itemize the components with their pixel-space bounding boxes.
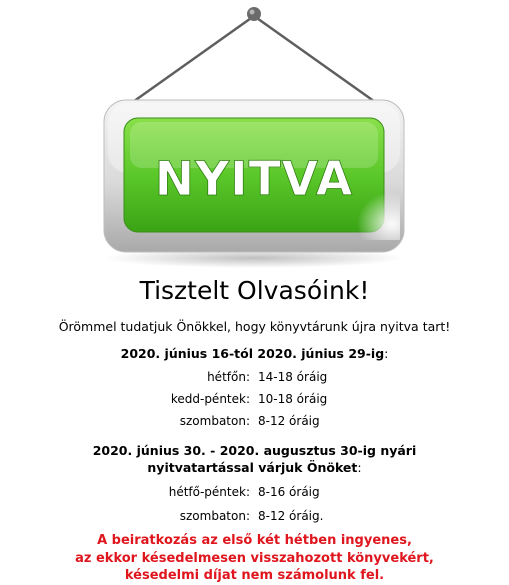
period2-title: 2020. június 30. - 2020. augusztus 30-ig nyári nyitvatartással várjuk Önöket: — [92, 443, 417, 475]
period1-title: 2020. június 16-tól 2020. június 29-ig: — [120, 346, 389, 361]
day-label: hétfő-péntek: — [168, 485, 250, 499]
time-value: 8-16 óráig — [258, 485, 320, 499]
notice-line: késedelmi díjat nem számolunk fel. — [124, 568, 385, 583]
hanging-string — [130, 16, 378, 104]
period2-title-line1: 2020. június 30. - 2020. augusztus 30-ig nyári — [92, 443, 417, 458]
hours-row — [0, 509, 509, 527]
sign-word: NYITVA — [154, 152, 354, 207]
day-label: kedd-péntek: — [170, 392, 250, 406]
notice-line: A beiratkozás az első két hétben ingyenes, — [97, 533, 412, 548]
hours-row — [0, 370, 509, 388]
notice-line: az ekkor késedelmesen visszahozott könyvekért, — [75, 550, 434, 566]
hours-row — [0, 485, 509, 503]
time-value: 8-12 óráig — [258, 414, 320, 428]
greeting-heading: Tisztelt Olvasóink! — [139, 276, 370, 305]
time-value: 8-12 óráig. — [258, 509, 324, 523]
hours-row — [0, 414, 509, 432]
nail-icon — [247, 7, 261, 21]
registration-notice — [0, 532, 509, 585]
time-value: 10-18 óráig — [258, 392, 328, 406]
intro-text: Örömmel tudatjuk Önökkel, hogy könyvtárunk újra nyitva tart! — [58, 319, 451, 334]
hours-row — [0, 392, 509, 410]
period1-title-text: 2020. június 16-tól 2020. június 29-ig — [120, 346, 385, 361]
day-label: hétfőn: — [207, 370, 250, 384]
time-value: 14-18 óráig — [258, 370, 328, 384]
day-label: szombaton: — [179, 414, 250, 428]
open-sign-image — [0, 0, 509, 272]
day-label: szombaton: — [179, 509, 250, 523]
period2-title-line2: nyitvatartással várjuk Önöket — [147, 460, 358, 475]
